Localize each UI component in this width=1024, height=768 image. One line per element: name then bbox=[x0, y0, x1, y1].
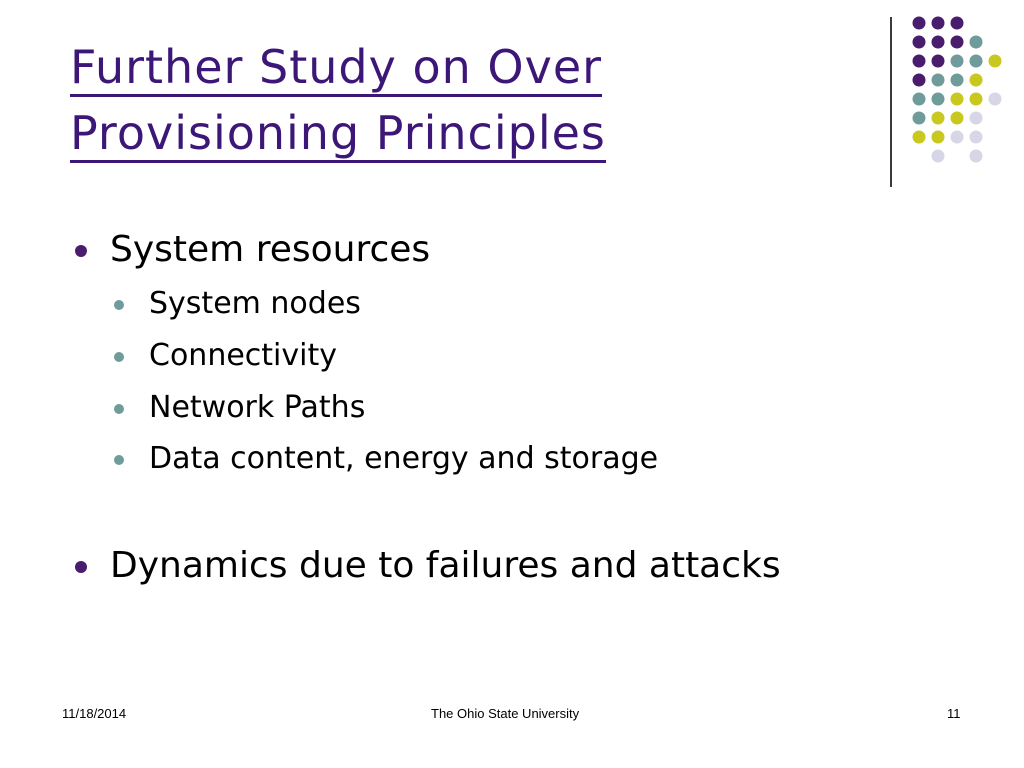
grid-dot bbox=[951, 36, 964, 49]
grid-dot bbox=[951, 112, 964, 125]
grid-dot bbox=[913, 131, 926, 144]
bullet-dot-icon bbox=[75, 561, 87, 573]
title-line-1: Further Study on Over bbox=[70, 40, 602, 97]
grid-dot bbox=[989, 55, 1002, 68]
grid-dot bbox=[989, 93, 1002, 106]
grid-dot bbox=[951, 93, 964, 106]
sub-bullet-dot-icon bbox=[114, 404, 124, 414]
grid-dot bbox=[951, 131, 964, 144]
grid-dot bbox=[932, 93, 945, 106]
sub-bullet-system-nodes: System nodes bbox=[149, 286, 361, 321]
grid-dot bbox=[970, 74, 983, 87]
footer-page-number: 11 bbox=[947, 706, 961, 721]
footer-organization: The Ohio State University bbox=[431, 706, 580, 721]
grid-dot bbox=[932, 131, 945, 144]
sub-bullet-dot-icon bbox=[114, 352, 124, 362]
grid-dot bbox=[951, 74, 964, 87]
sub-bullet-dot-icon bbox=[114, 455, 124, 465]
footer-date: 11/18/2014 bbox=[62, 706, 127, 721]
grid-dot bbox=[932, 17, 945, 30]
grid-dot bbox=[932, 74, 945, 87]
bullet-dynamics: Dynamics due to failures and attacks bbox=[110, 545, 781, 586]
bullet-dot-icon bbox=[75, 245, 87, 257]
grid-dot bbox=[970, 150, 983, 163]
bullet-system-resources: System resources bbox=[110, 229, 431, 270]
grid-dot bbox=[951, 17, 964, 30]
grid-dot bbox=[970, 131, 983, 144]
grid-dot bbox=[932, 150, 945, 163]
sub-bullet-network-paths: Network Paths bbox=[149, 390, 366, 425]
title-line-2: Provisioning Principles bbox=[70, 106, 606, 163]
sub-bullet-data-content: Data content, energy and storage bbox=[149, 441, 659, 476]
grid-dot bbox=[970, 93, 983, 106]
grid-dot bbox=[951, 55, 964, 68]
sub-bullet-connectivity: Connectivity bbox=[149, 338, 337, 373]
grid-dot bbox=[970, 36, 983, 49]
grid-dot bbox=[913, 93, 926, 106]
grid-dot bbox=[970, 112, 983, 125]
grid-dot bbox=[913, 74, 926, 87]
grid-dot bbox=[913, 55, 926, 68]
grid-dot bbox=[932, 36, 945, 49]
decorative-dot-grid bbox=[0, 0, 1024, 200]
grid-dot bbox=[932, 112, 945, 125]
grid-dot bbox=[913, 36, 926, 49]
grid-dot bbox=[970, 55, 983, 68]
grid-dot bbox=[913, 112, 926, 125]
grid-dot bbox=[913, 17, 926, 30]
grid-dot bbox=[932, 55, 945, 68]
sub-bullet-dot-icon bbox=[114, 300, 124, 310]
